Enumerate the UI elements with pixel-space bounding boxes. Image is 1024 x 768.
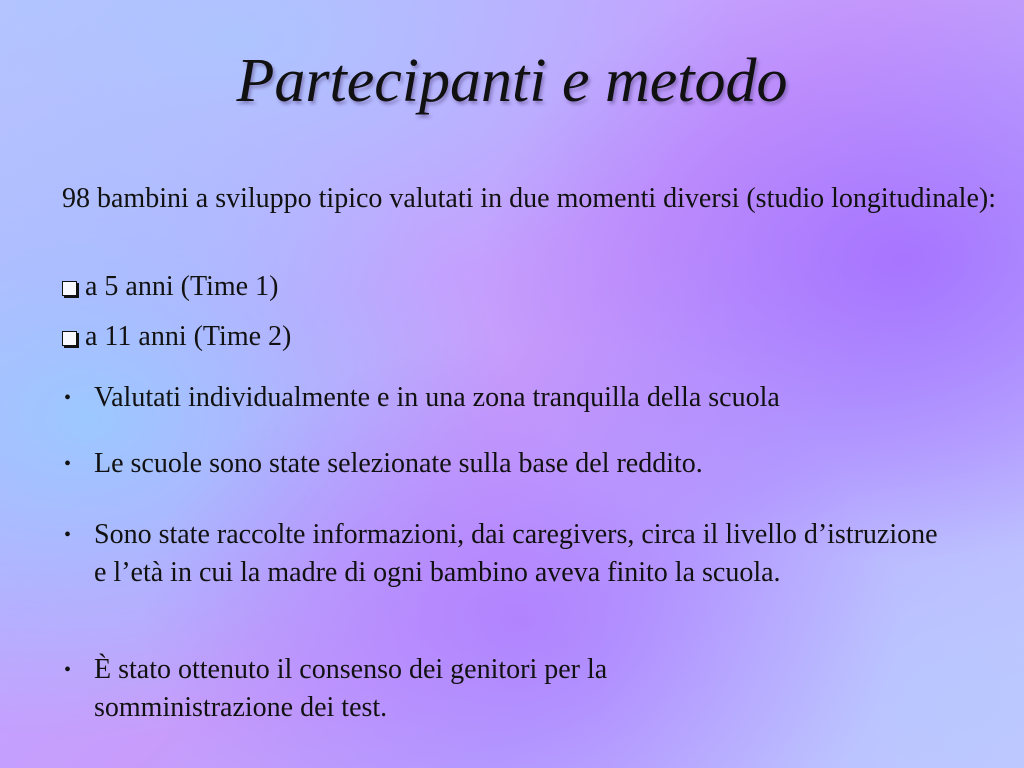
list-item-label: a 5 anni (Time 1) [85,271,279,302]
bullet-icon: • [64,659,72,681]
bullet-icon: • [64,524,72,546]
bullet-item-1 [62,379,1012,417]
checkbox-bullet-icon [62,281,77,296]
list-item-label: a 11 anni (Time 2) [85,321,292,352]
list-item-time2 [62,318,291,356]
bullet-item-4 [62,651,782,727]
bullet-icon: • [64,453,72,475]
bullet-item-3 [62,516,942,592]
bullet-text: Le scuole sono state selezionate sulla base del reddito. [94,448,703,479]
intro-paragraph: 98 bambini a sviluppo tipico valutati in due momenti diversi (studio longitudinale): [62,183,996,214]
bullet-text: Valutati individualmente e in una zona tranquilla della scuola [94,382,780,413]
bullet-text: Sono state raccolte informazioni, dai caregivers, circa il livello d’istruzione e l’età in cui la madre di ogni bambino aveva finito la scuola. [94,519,938,588]
checkbox-bullet-icon [62,331,77,346]
bullet-text: È stato ottenuto il consenso dei genitori per la somministrazione dei test. [94,654,608,723]
bullet-item-2 [62,445,1012,483]
list-item-time1 [62,268,278,306]
slide-title: Partecipanti e metodo [236,47,788,115]
bullet-icon: • [64,387,72,409]
